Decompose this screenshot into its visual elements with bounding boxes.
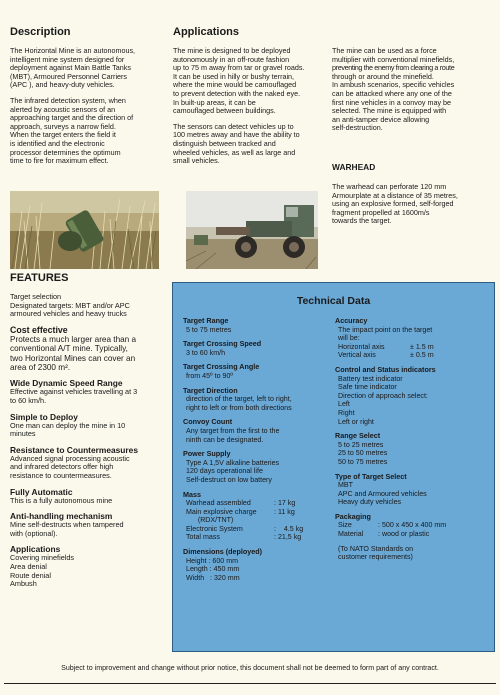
text-line: The infrared detection system, when <box>10 95 126 105</box>
spec-label: Target Direction <box>183 385 238 395</box>
spec-value: Type A 1,5V alkaline batteries <box>186 458 280 467</box>
text-line: Target selection <box>10 292 62 301</box>
spec-value: Direction of approach select: <box>338 391 428 400</box>
packaging-value: : wood or plastic <box>378 530 430 539</box>
feature-text: resistance to countermeasures. <box>10 470 112 480</box>
text-line: fragment propelled at 1600m/s <box>332 207 430 217</box>
feature-text: Protects a much larger area than a <box>10 334 137 344</box>
spec-label: Dimensions (deployed) <box>183 547 263 557</box>
spec-value: direction of the target, left to right, <box>186 395 292 404</box>
spec-value: APC and Armoured vehicles <box>338 489 427 498</box>
text-line: wheeled vehicles, as well as large and <box>173 147 296 157</box>
text-line: deployment against Main Battle Tanks <box>10 63 131 73</box>
text-line: Armourplate at a distance of 35 metres, <box>332 190 458 200</box>
mass-item: Warhead assembled <box>186 499 251 508</box>
footer-rule <box>4 683 496 684</box>
spec-value: 120 days operational life <box>186 467 263 476</box>
text-line: small vehicles. <box>173 156 220 166</box>
spec-value: Right <box>338 408 355 417</box>
spec-value: Height : 600 mm <box>186 556 239 565</box>
feature-text: One man can deploy the mine in 10 <box>10 420 126 430</box>
spec-value: MBT <box>338 481 353 490</box>
feature-title: Anti-handling mechanism <box>10 511 113 522</box>
warhead-heading: WARHEAD <box>332 162 376 172</box>
text-line: Designated targets: MBT and/or APC <box>10 300 130 310</box>
feature-text: area of 2300 m². <box>10 363 71 372</box>
spec-value: will be: <box>338 334 360 343</box>
spec-value: 25 to 50 metres <box>338 449 388 458</box>
feature-text: with (optional). <box>10 528 58 538</box>
text-line: using an explosive formed, self-forged <box>332 199 454 209</box>
text-line: multiplier with conventional minefields, <box>332 54 455 64</box>
text-line: (APC ), and heavy-duty vehicles. <box>10 80 115 90</box>
text-line: In built-up areas, it can be <box>173 97 256 107</box>
spec-value: 3 to 60 km/h <box>186 348 226 357</box>
spec-value: Heavy duty vehicles <box>338 498 402 507</box>
description-text <box>10 47 170 166</box>
text-line: armoured vehicles and heavy trucks <box>10 309 127 319</box>
feature-title: Wide Dynamic Speed Range <box>10 378 123 389</box>
spec-value: 5 to 25 metres <box>338 440 384 449</box>
accuracy-row <box>335 351 490 360</box>
spec-value: The impact point on the target <box>338 325 433 334</box>
spec-value: Battery test indicator <box>338 374 403 383</box>
text-line: approaching target and the direction of <box>10 113 134 123</box>
text-line: up to 75 m away from tar or gravel roads. <box>173 63 305 73</box>
axis-value: ± 0.5 m <box>410 351 434 360</box>
text-line: The Horizontal Mine is an autonomous, <box>10 46 136 55</box>
packaging-row <box>335 521 490 530</box>
feature-title: Cost effective <box>10 324 68 335</box>
spec-value: Self-destruct on low battery <box>186 475 272 484</box>
applications-text-2 <box>332 47 494 133</box>
spec-value: ninth can be designated. <box>186 435 264 444</box>
text-line: through or around the minefield. <box>332 71 434 81</box>
feature-text: Covering minefields <box>10 553 75 563</box>
mass-value: : 21,5 kg <box>274 533 302 542</box>
warhead-text <box>332 183 494 226</box>
mass-row <box>183 499 338 508</box>
mass-value: : 17 kg <box>274 499 296 508</box>
features-heading: FEATURES <box>10 272 69 284</box>
mass-row <box>183 508 338 517</box>
mass-row <box>183 533 338 542</box>
mass-row <box>183 516 338 525</box>
technical-data-heading: Technical Data <box>296 295 371 307</box>
spec-label: Packaging <box>335 511 371 521</box>
spec-label: Mass <box>183 489 201 499</box>
feature-title: Applications <box>10 544 61 555</box>
feature-text: Ambush <box>10 579 37 589</box>
mass-value: : 4.5 kg <box>274 524 304 533</box>
text-line: time to fire for maximum effect. <box>10 156 109 166</box>
mass-item: Main explosive charge <box>186 507 257 516</box>
spec-label: Convoy Count <box>183 417 233 427</box>
spec-value: 5 to 75 metres <box>186 325 232 334</box>
text-line: The warhead can perforate 120 mm <box>332 182 447 191</box>
text-line: alerted by acoustic sensors of an <box>10 104 116 114</box>
feature-text: to 60 km/h. <box>10 396 47 405</box>
technical-data-right-column <box>335 311 490 562</box>
technical-data-panel <box>172 282 495 652</box>
text-line: camouflaged between buildings. <box>173 106 276 116</box>
spec-value: Left or right <box>338 417 374 426</box>
text-line: The mine can be used as a force <box>332 46 437 55</box>
feature-text: two Horizontal Mines can cover an <box>10 353 136 363</box>
feature-title: Fully Automatic <box>10 486 73 497</box>
spec-label: Target Crossing Speed <box>183 339 262 349</box>
accuracy-row <box>335 343 490 352</box>
axis-value: ± 1.5 m <box>410 342 434 351</box>
text-line: (MBT), Armoured Personnel Carriers <box>10 71 128 81</box>
text-line: preventing the enemy from clearing a route <box>332 63 455 73</box>
spec-label: Power Supply <box>183 449 231 459</box>
text-line: can be attacked where any one of the <box>332 88 452 98</box>
text-line: The sensors can detect vehicles up to <box>173 121 294 131</box>
packaging-row <box>335 530 490 539</box>
text-line: self-destruction. <box>332 123 383 133</box>
packaging-item: Size <box>338 521 352 530</box>
feature-text: Advanced signal processing acoustic <box>10 453 130 463</box>
spec-label: Control and Status indicators <box>335 364 436 374</box>
feature-text: Effective against vehicles travelling at 3 <box>10 387 138 397</box>
feature-title: Simple to Deploy <box>10 411 78 422</box>
feature-text: Route denial <box>10 570 51 580</box>
text-line: where the mine would be camouflaged <box>173 80 297 90</box>
feature-text: and infrared detectors offer high <box>10 462 114 472</box>
text-line: is identified and the electronic <box>10 138 105 148</box>
spec-value: right to left or from both directions <box>186 403 292 412</box>
text-line: When the target enters the field it <box>10 130 116 140</box>
features-list <box>10 293 168 589</box>
packaging-note: customer requirements) <box>338 553 413 562</box>
feature-text: conventional A/T mine. Typically, <box>10 344 128 354</box>
spec-label: Target Range <box>183 316 229 325</box>
spec-value: 50 to 75 metres <box>338 457 388 466</box>
description-heading: Description <box>10 26 71 38</box>
feature-text: Area denial <box>10 561 47 571</box>
spec-label: Target Crossing Angle <box>183 362 260 372</box>
mine-in-grass-photo <box>10 191 159 269</box>
text-line: processor determines the optimum <box>10 147 121 157</box>
axis-label: Horizontal axis <box>338 342 385 351</box>
footer-disclaimer: Subject to improvement and change without prior notice, this document shall not be deemed to form part of any contract. <box>61 664 439 672</box>
spec-value: Any target from the first to the <box>186 426 280 435</box>
packaging-value: : 500 x 450 x 400 mm <box>378 521 447 530</box>
feature-text: Mine self-destructs when tampered <box>10 520 124 530</box>
technical-data-left-column <box>183 311 338 582</box>
applications-heading: Applications <box>173 26 240 38</box>
mass-item: (RDX/TNT) <box>186 516 234 525</box>
mass-item: Electronic System <box>186 524 243 533</box>
text-line: 100 metres away and have the ability to <box>173 130 300 140</box>
text-line: selected. The mine is equipped with <box>332 106 447 116</box>
packaging-note: (To NATO Standards on <box>338 544 414 553</box>
mass-item: Total mass <box>186 533 220 542</box>
spec-label: Type of Target Select <box>335 471 407 481</box>
spec-label: Range Select <box>335 431 381 441</box>
text-line: an anti-tamper device allowing <box>332 114 430 124</box>
spec-value: Safe time indicator <box>338 383 397 392</box>
applications-text-1 <box>173 47 333 166</box>
feature-text: minutes <box>10 429 36 439</box>
text-line: first nine vehicles in a convoy may be <box>332 97 452 107</box>
text-line: autonomously in an off-route fashion <box>173 54 290 64</box>
text-line: The mine is designed to be deployed <box>173 46 291 55</box>
text-line: to prevent detection with the naked eye. <box>173 88 301 98</box>
vehicle-test-photo <box>186 191 318 269</box>
text-line: It can be used in hilly or bushy terrain, <box>173 71 295 81</box>
text-line: In ambush scenarios, specific vehicles <box>332 80 455 90</box>
spec-value: Left <box>338 400 350 409</box>
text-line: intelligent mine system designed for <box>10 54 125 64</box>
feature-title: Resistance to Countermeasures <box>10 444 138 455</box>
axis-label: Vertical axis <box>338 351 376 360</box>
text-line: towards the target. <box>332 216 392 226</box>
text-line: approach, surveys a narrow field. <box>10 121 116 131</box>
spec-value: Width : 320 mm <box>186 573 240 582</box>
feature-text: This is a fully autonomous mine <box>10 495 113 505</box>
spec-value: from 45º to 90º <box>186 371 233 380</box>
spec-value: Length : 450 mm <box>186 565 240 574</box>
spec-label: Accuracy <box>335 316 368 325</box>
mass-row <box>183 525 338 534</box>
packaging-item: Material <box>338 530 364 539</box>
mass-value: : 11 kg <box>274 507 295 516</box>
text-line: distinguish between tracked and <box>173 138 276 148</box>
